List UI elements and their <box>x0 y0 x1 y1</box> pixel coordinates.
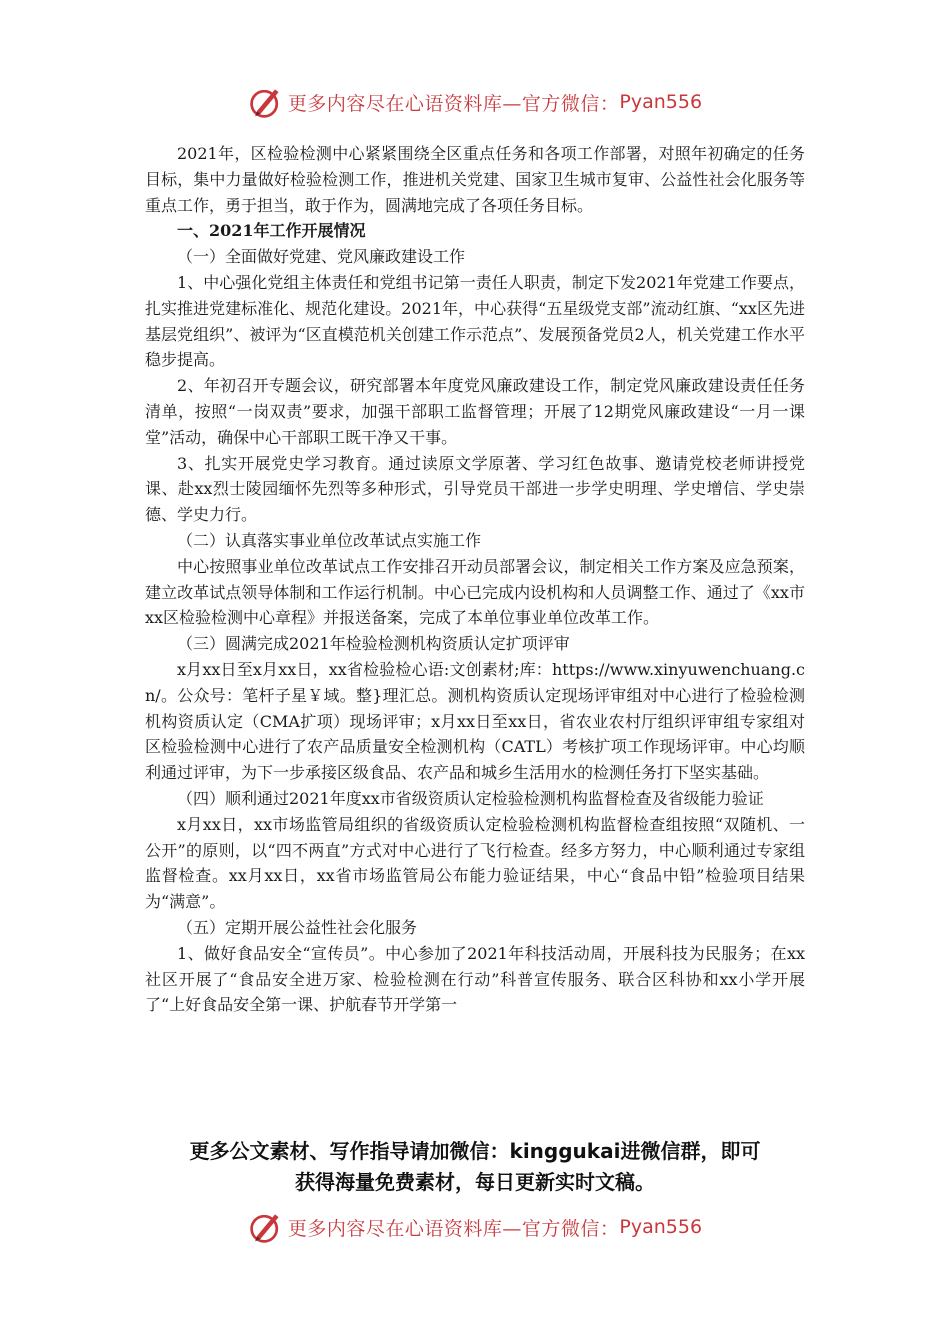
pen-logo-icon <box>248 84 284 120</box>
subsection-heading: （二）认真落实事业单位改革试点实施工作 <box>177 530 482 550</box>
paragraph: 2、年初召开专题会议，研究部署本年度党风廉政建设工作，制定党风廉政建设责任任务清单，按照“一岗双责”要求，加强干部职工监督管理；开展了12期党风廉政建设“一月一课堂”活动，确保中心干部职工既干净又干事。 <box>145 376 805 447</box>
paragraph: 3、扎实开展党史学习教育。通过读原文学原著、学习红色故事、邀请党校老师讲授党课、赴xx烈士陵园缅怀先烈等多种形式，引导党员干部进一步学史明理、学史增信、学史崇德、学史力行。 <box>145 453 805 525</box>
footer-line-1: 更多公文素材、写作指导请加微信：kinggukai进微信群，即可 <box>189 1139 761 1163</box>
paragraph: 2021年，区检验检测中心紧紧围绕全区重点任务和各项工作部署，对照年初确定的任务目标，集中力量做好检验检测工作，推进机关党建、国家卫生城市复审、公益性社会化服务等重点工作，勇于担当，敢于作为，圆满地完成了各项任务目标。 <box>145 144 805 215</box>
pen-logo-icon <box>248 1209 284 1245</box>
paragraph: x月xx日至x月xx日，xx省检验检心语:文创素材;库：https://www.xinyuwenchuang.cn/。公众号：笔杆子星￥域。整}理汇总。测机构资质认定现场评审组对中心进行了检验检测机构资质认定（CMA扩项）现场评审；x月xx日至xx日，省农业农村厅组织评审组专家组对区检验检测中心进行了农产品质量安全检测机构（CATL）考核扩项工作现场评审。中心均顺利通过评审，为下一步承接区级食品、农产品和城乡生活用水的检测任务打下坚实基础。 <box>145 659 805 783</box>
subsection-heading: （三）圆满完成2021年检验检测机构资质认定扩项评审 <box>177 634 570 654</box>
subsection-heading: （五）定期开展公益性社会化服务 <box>177 917 418 937</box>
header-banner <box>0 82 950 122</box>
banner-wechat-id: Pyan556 <box>619 1216 703 1238</box>
subsection-heading: （一）全面做好党建、党风廉政建设工作 <box>177 247 466 267</box>
banner-text: 更多内容尽在心语资料库—官方微信： <box>287 1217 620 1240</box>
paragraph: 1、做好食品安全“宣传员”。中心参加了2021年科技活动周，开展科技为民服务；在xx社区开展了“食品安全进万家、检验检测在行动”科普宣传服务、联合区科协和xx小学开展了“上好食品安全第一课、护航春节开学第一 <box>145 943 805 1015</box>
footer-promo <box>0 1136 950 1198</box>
paragraph: x月xx日，xx市场监管局组织的省级资质认定检验检测机构监督检查组按照“双随机、一公开”的原则，以“四不两直”方式对中心进行了飞行检查。经多方努力，中心顺利通过专家组监督检查。xx月xx日，xx省市场监管局公布能力验证结果，中心“食品中铅”检验项目结果为“满意”。 <box>145 814 805 912</box>
banner-wechat-id: Pyan556 <box>619 91 703 113</box>
paragraph: 1、中心强化党组主体责任和党组书记第一责任人职责，制定下发2021年党建工作要点，扎实推进党建标准化、规范化建设。2021年，中心获得“五星级党支部”流动红旗、“xx区先进基层党组织”、被评为“区直模范机关创建工作示范点”、发展预备党员2人，机关党建工作水平稳步提高。 <box>145 272 805 370</box>
document-body <box>145 141 805 1018</box>
paragraph: 中心按照事业单位改革试点工作安排召开动员部署会议，制定相关工作方案及应急预案，建立改革试点领导体制和工作运行机制。中心已完成内设机构和人员调整工作、通过了《xx市xx区检验检测中心章程》并报送备案，完成了本单位事业单位改革工作。 <box>145 556 805 628</box>
footer-banner <box>0 1207 950 1247</box>
section-heading: 一、2021年工作开展情况 <box>177 221 366 241</box>
banner-text: 更多内容尽在心语资料库—官方微信： <box>287 92 620 115</box>
subsection-heading: （四）顺利通过2021年度xx市省级资质认定检验检测机构监督检查及省级能力验证 <box>177 788 764 808</box>
footer-line-2: 获得海量免费素材，每日更新实时文稿。 <box>295 1170 655 1194</box>
